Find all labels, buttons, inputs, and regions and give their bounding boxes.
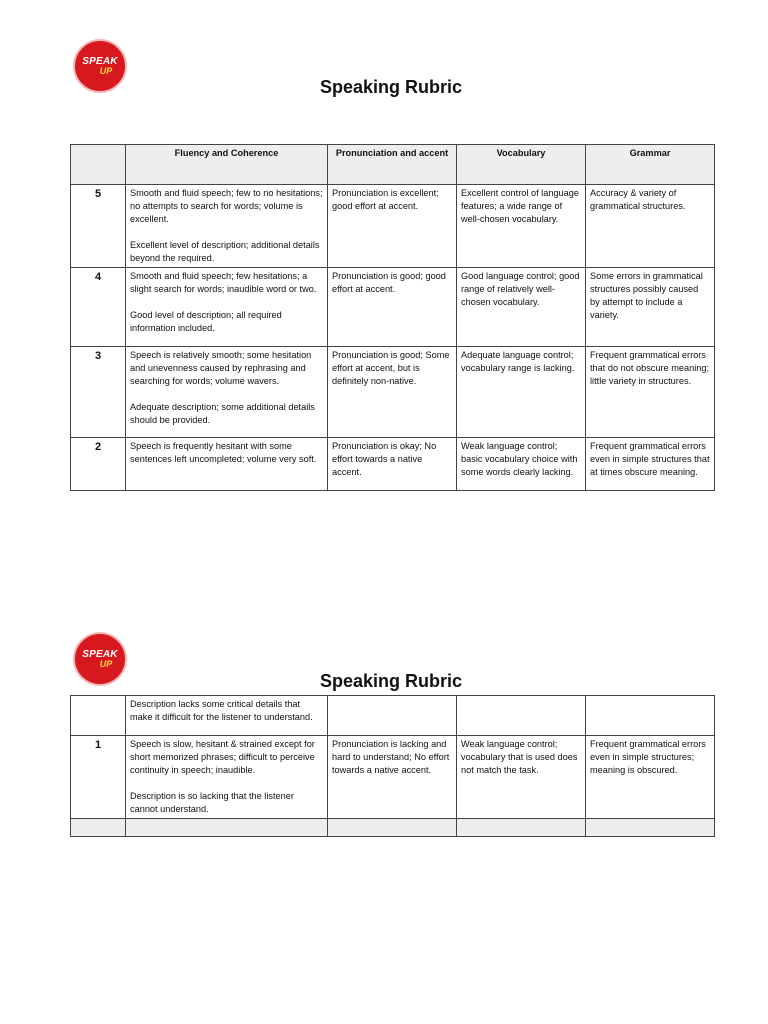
fluency-cell: [126, 347, 328, 438]
score-cell: 4: [71, 268, 126, 347]
fluency-cell: Speech is frequently hesitant with some sentences left uncompleted; volume very soft.: [126, 438, 328, 491]
logo-text-speak: SPEAK: [82, 649, 118, 660]
vocabulary-cell: Good language control; good range of relatively well-chosen vocabulary.: [457, 268, 586, 347]
footer-cell: [328, 819, 457, 837]
header-vocabulary: Vocabulary: [457, 145, 586, 185]
grammar-cell: Frequent grammatical errors that do not obscure meaning; little variety in structures.: [586, 347, 715, 438]
header-pronunciation: Pronunciation and accent: [328, 145, 457, 185]
grammar-cell: Some errors in grammatical structures possibly caused by attempt to include a variety.: [586, 268, 715, 347]
pronunciation-cell: Pronunciation is good; good effort at accent.: [328, 268, 457, 347]
score-cell: 2: [71, 438, 126, 491]
fluency-text: Speech is relatively smooth; some hesitation and unevenness caused by rephrasing and searching for words; volume wavers.: [130, 350, 312, 386]
grammar-cell: Frequent grammatical errors even in simple structures that at times obscure meaning.: [586, 438, 715, 491]
description-text: Description is so lacking that the listener cannot understand.: [130, 791, 294, 814]
vocabulary-cell: Weak language control; basic vocabulary choice with some words clearly lacking.: [457, 438, 586, 491]
vocabulary-cell: Adequate language control; vocabulary range is lacking.: [457, 347, 586, 438]
rubric-table: [70, 144, 715, 491]
pronunciation-cell: Pronunciation is excellent; good effort at accent.: [328, 185, 457, 268]
vocabulary-cell: Excellent control of language features; a wide range of well-chosen vocabulary.: [457, 185, 586, 268]
page-title: Speaking Rubric: [319, 77, 463, 97]
fluency-cell: [126, 736, 328, 819]
table-row: [71, 438, 715, 491]
score-cell: 1: [71, 736, 126, 819]
pronunciation-cell: Pronunciation is lacking and hard to understand; No effort towards a native accent.: [328, 736, 457, 819]
footer-cell: [71, 819, 126, 837]
description-text: Good level of description; all required information included.: [130, 310, 282, 333]
fluency-text: Smooth and fluid speech; few hesitations; a slight search for words; inaudible word or two.: [130, 271, 317, 294]
description-text: Adequate description; some additional details should be provided.: [130, 402, 315, 425]
footer-cell: [457, 819, 586, 837]
fluency-text: Smooth and fluid speech; few to no hesitations; no attempts to search for words; volume is excellent.: [130, 188, 323, 224]
rubric-table-continued: [70, 695, 715, 837]
pronunciation-cell: Pronunciation is good; Some effort at accent, but is definitely non-native.: [328, 347, 457, 438]
header-row: [71, 145, 715, 185]
header-grammar: Grammar: [586, 145, 715, 185]
header-fluency: Fluency and Coherence: [126, 145, 328, 185]
table-row: [71, 268, 715, 347]
table-row: [71, 347, 715, 438]
vocabulary-cell: [457, 696, 586, 736]
footer-cell: [126, 819, 328, 837]
table-row: [71, 185, 715, 268]
logo-text-up: UP: [99, 66, 113, 76]
logo-text-up: UP: [99, 659, 113, 669]
table-footer-row: [71, 819, 715, 837]
grammar-cell: Accuracy & variety of grammatical structures.: [586, 185, 715, 268]
logo-text-speak: SPEAK: [82, 56, 118, 67]
score-cell: [71, 696, 126, 736]
footer-cell: [586, 819, 715, 837]
fluency-text: Speech is slow, hesitant & strained except for short memorized phrases; difficult to perceive continuity in speech; inaudible.: [130, 739, 315, 775]
pronunciation-cell: Pronunciation is okay; No effort towards a native accent.: [328, 438, 457, 491]
description-text: Excellent level of description; additional details beyond the required.: [130, 240, 320, 263]
table-row: [71, 696, 715, 736]
fluency-cell: [126, 185, 328, 268]
pronunciation-cell: [328, 696, 457, 736]
grammar-cell: Frequent grammatical errors even in simple structures; meaning is obscured.: [586, 736, 715, 819]
vocabulary-cell: Weak language control; vocabulary that is used does not match the task.: [457, 736, 586, 819]
score-cell: 5: [71, 185, 126, 268]
page-title: Speaking Rubric: [319, 671, 463, 691]
grammar-cell: [586, 696, 715, 736]
score-cell: 3: [71, 347, 126, 438]
fluency-cell: Description lacks some critical details that make it difficult for the listener to understand.: [126, 696, 328, 736]
fluency-cell: [126, 268, 328, 347]
table-row: [71, 736, 715, 819]
header-score-cell: [71, 145, 126, 185]
